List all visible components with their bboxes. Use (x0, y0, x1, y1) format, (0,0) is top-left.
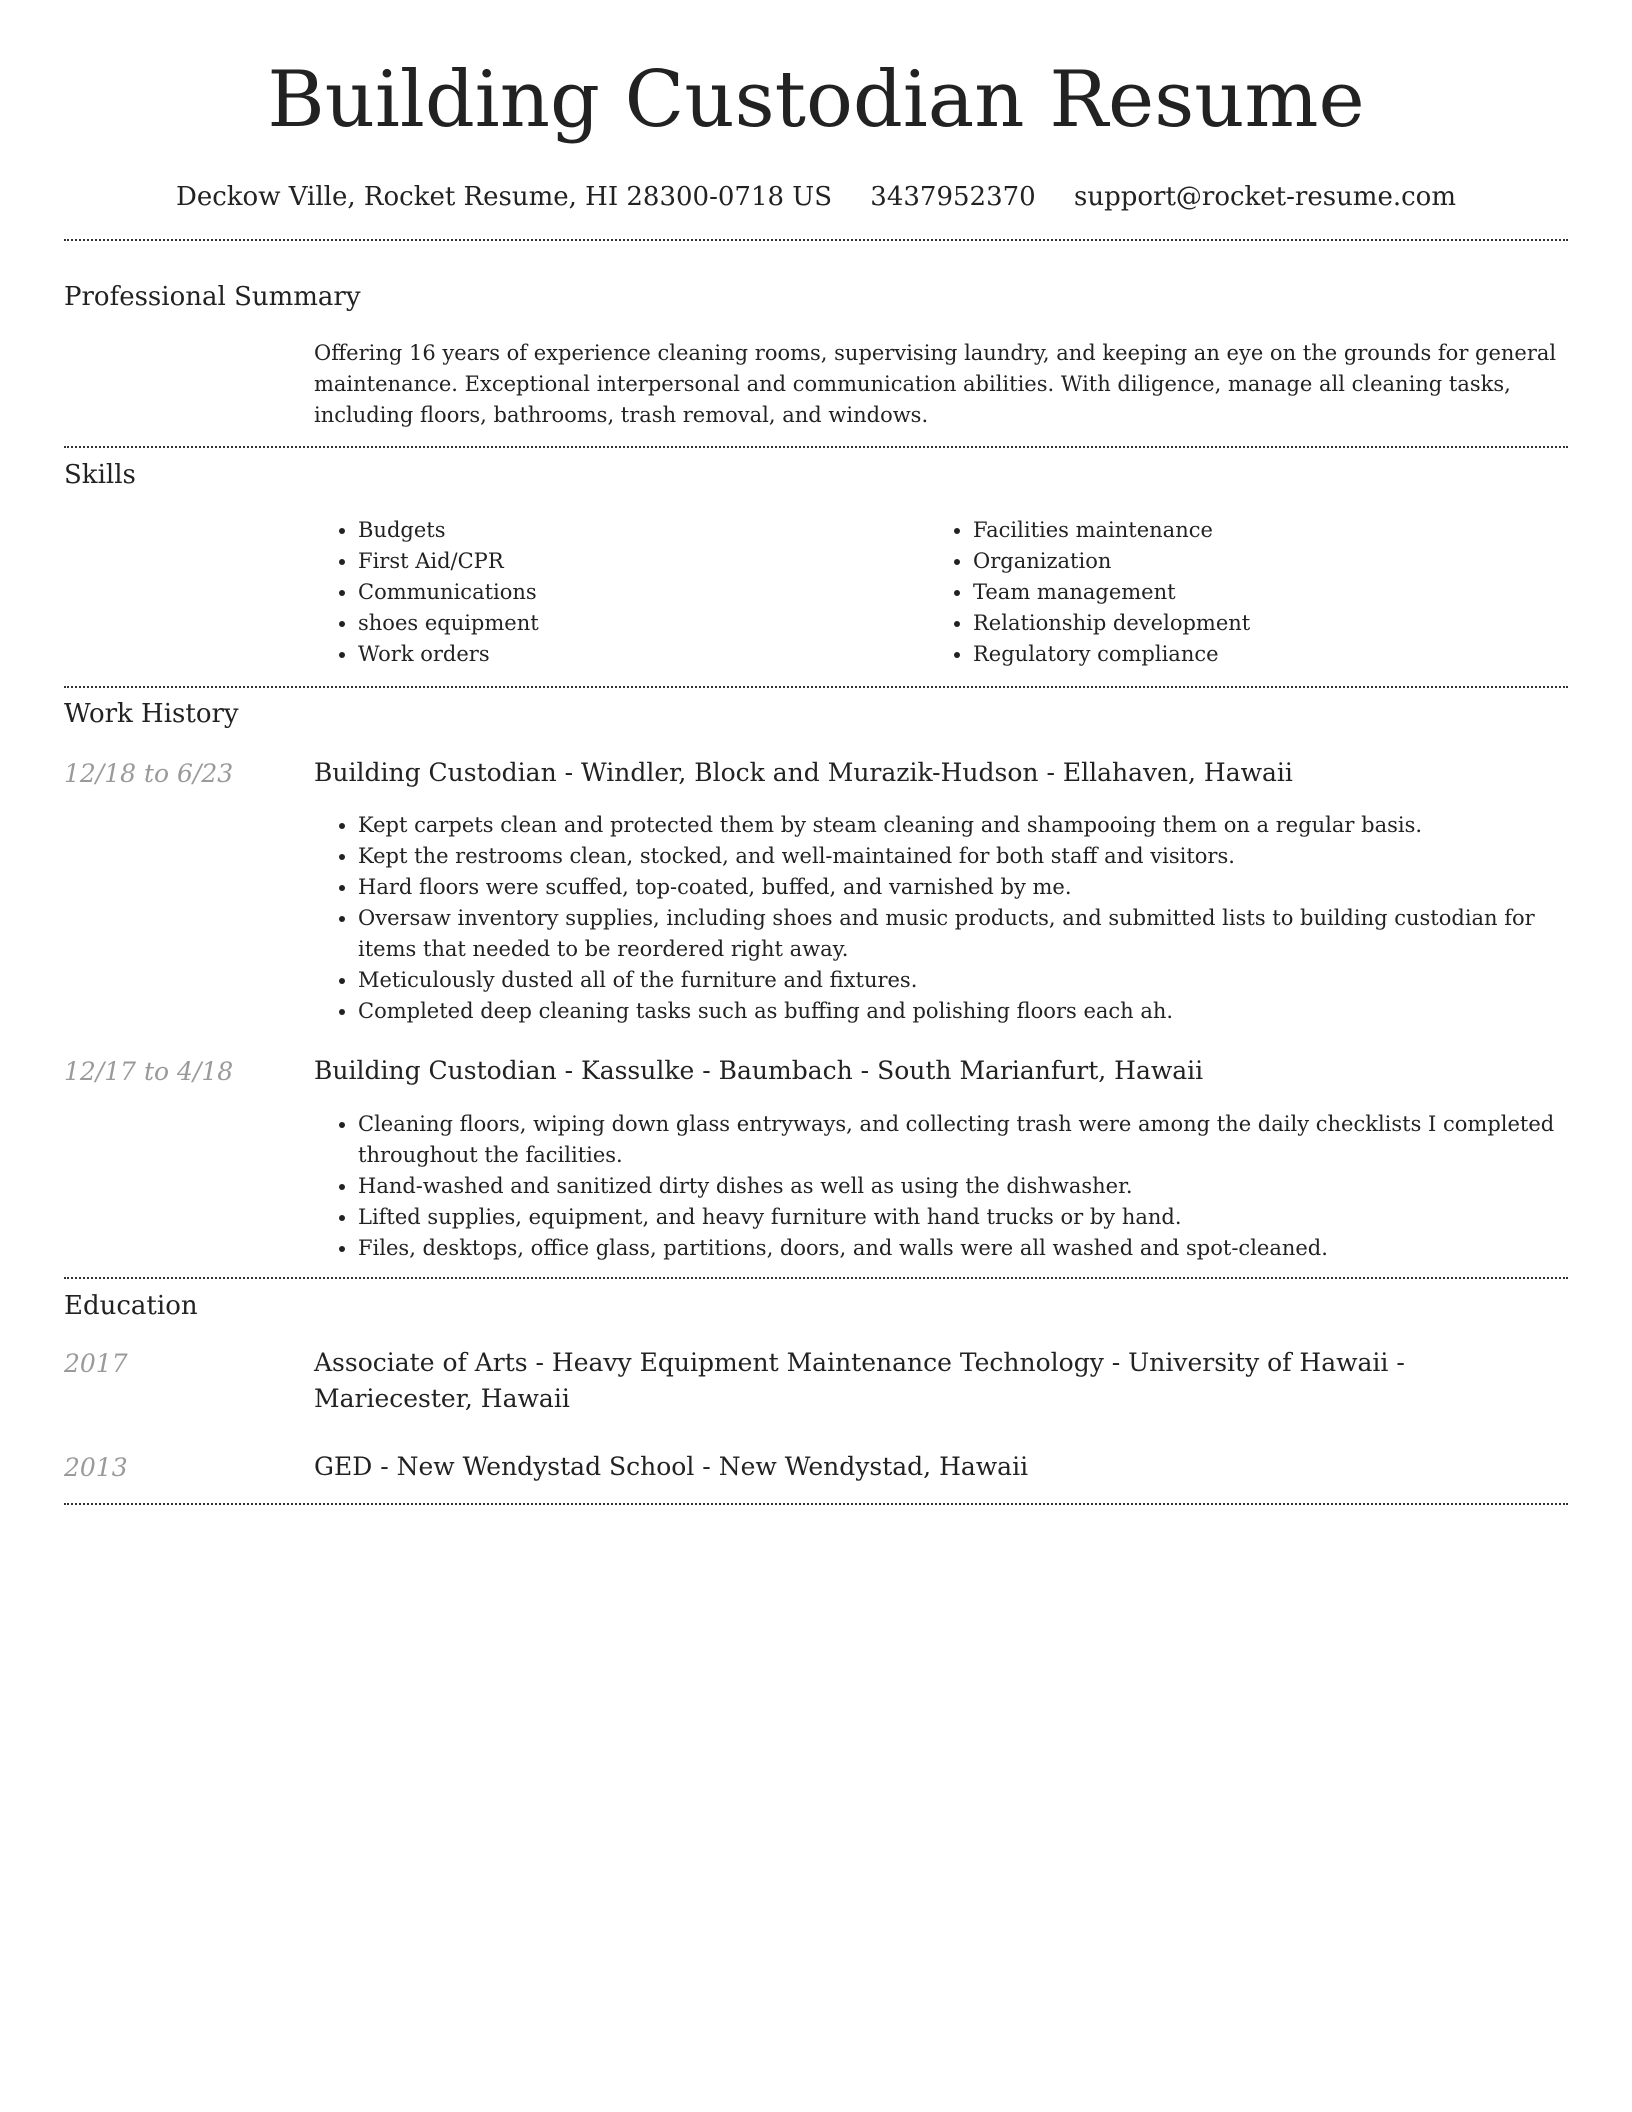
contact-line (0, 180, 1632, 214)
contact-phone: 3437952370 (870, 182, 1036, 212)
skill-item: • Budgets (358, 515, 914, 546)
skill-item: • Work orders (358, 639, 914, 670)
section-title-summary: Professional Summary (64, 282, 361, 312)
education-year: 2013 (64, 1453, 128, 1482)
education-entry: GED - New Wendystad School - New Wendystad, Hawaii (314, 1452, 1029, 1481)
job-heading: Building Custodian - Windler, Block and Murazik-Hudson - Ellahaven, Hawaii (314, 758, 1293, 787)
job-bullet: • Meticulously dusted all of the furniture and fixtures. (358, 965, 1568, 996)
divider (64, 1503, 1568, 1505)
education-year: 2017 (64, 1349, 128, 1378)
job-bullet: • Completed deep cleaning tasks such as buffing and polishing floors each ah. (358, 996, 1568, 1027)
education-entry: Associate of Arts - Heavy Equipment Maintenance Technology - University of Hawaii - Mariecester, Hawaii (314, 1348, 1405, 1413)
skill-item: • Regulatory compliance (973, 639, 1529, 670)
job-bullets (314, 1109, 1568, 1264)
section-title-education: Education (64, 1291, 198, 1321)
job-heading: Building Custodian - Kassulke - Baumbach - South Marianfurt, Hawaii (314, 1056, 1204, 1085)
job-bullet: • Kept carpets clean and protected them by steam cleaning and shampooing them on a regular basis. (358, 810, 1568, 841)
divider (64, 239, 1568, 241)
skill-item: • shoes equipment (358, 608, 914, 639)
job-bullet: • Hand-washed and sanitized dirty dishes as well as using the dishwasher. (358, 1171, 1568, 1202)
divider (64, 686, 1568, 688)
job-bullet: • Cleaning floors, wiping down glass entryways, and collecting trash were among the daily checklists I completed throughout the facilities. (358, 1109, 1568, 1171)
skill-item: • Team management (973, 577, 1529, 608)
skills-list-left (314, 515, 914, 670)
job-bullets (314, 810, 1568, 1027)
divider (64, 1277, 1568, 1279)
job-bullet: • Oversaw inventory supplies, including shoes and music products, and submitted lists to building custodian for items that needed to be reordered right away. (358, 903, 1568, 965)
contact-address: Deckow Ville, Rocket Resume, HI 28300-0718 US (176, 182, 833, 212)
section-title-skills: Skills (64, 460, 136, 490)
skill-item: • First Aid/CPR (358, 546, 914, 577)
resume-title: Building Custodian Resume (267, 55, 1365, 145)
job-bullet: • Hard floors were scuffed, top-coated, buffed, and varnished by me. (358, 872, 1568, 903)
skills-list-right (929, 515, 1529, 670)
skill-item: • Relationship development (973, 608, 1529, 639)
section-title-work: Work History (64, 699, 239, 729)
job-dates: 12/17 to 4/18 (64, 1057, 234, 1086)
job-dates: 12/18 to 6/23 (64, 759, 234, 788)
skill-item: • Communications (358, 577, 914, 608)
resume-header (0, 0, 1632, 214)
summary-text: Offering 16 years of experience cleaning rooms, supervising laundry, and keeping an eye on the grounds for general maintenance. Exceptional interpersonal and communication abilities. With diligence, manage all cleaning tasks, including floors, bathrooms, trash removal, and windows. (314, 341, 1557, 427)
skill-item: • Facilities maintenance (973, 515, 1529, 546)
job-bullet: • Kept the restrooms clean, stocked, and well-maintained for both staff and visitors. (358, 841, 1568, 872)
contact-email: support@rocket-resume.com (1073, 182, 1456, 212)
skill-item: • Organization (973, 546, 1529, 577)
job-bullet: • Files, desktops, office glass, partitions, doors, and walls were all washed and spot-cleaned. (358, 1233, 1568, 1264)
job-bullet: • Lifted supplies, equipment, and heavy furniture with hand trucks or by hand. (358, 1202, 1568, 1233)
divider (64, 446, 1568, 448)
